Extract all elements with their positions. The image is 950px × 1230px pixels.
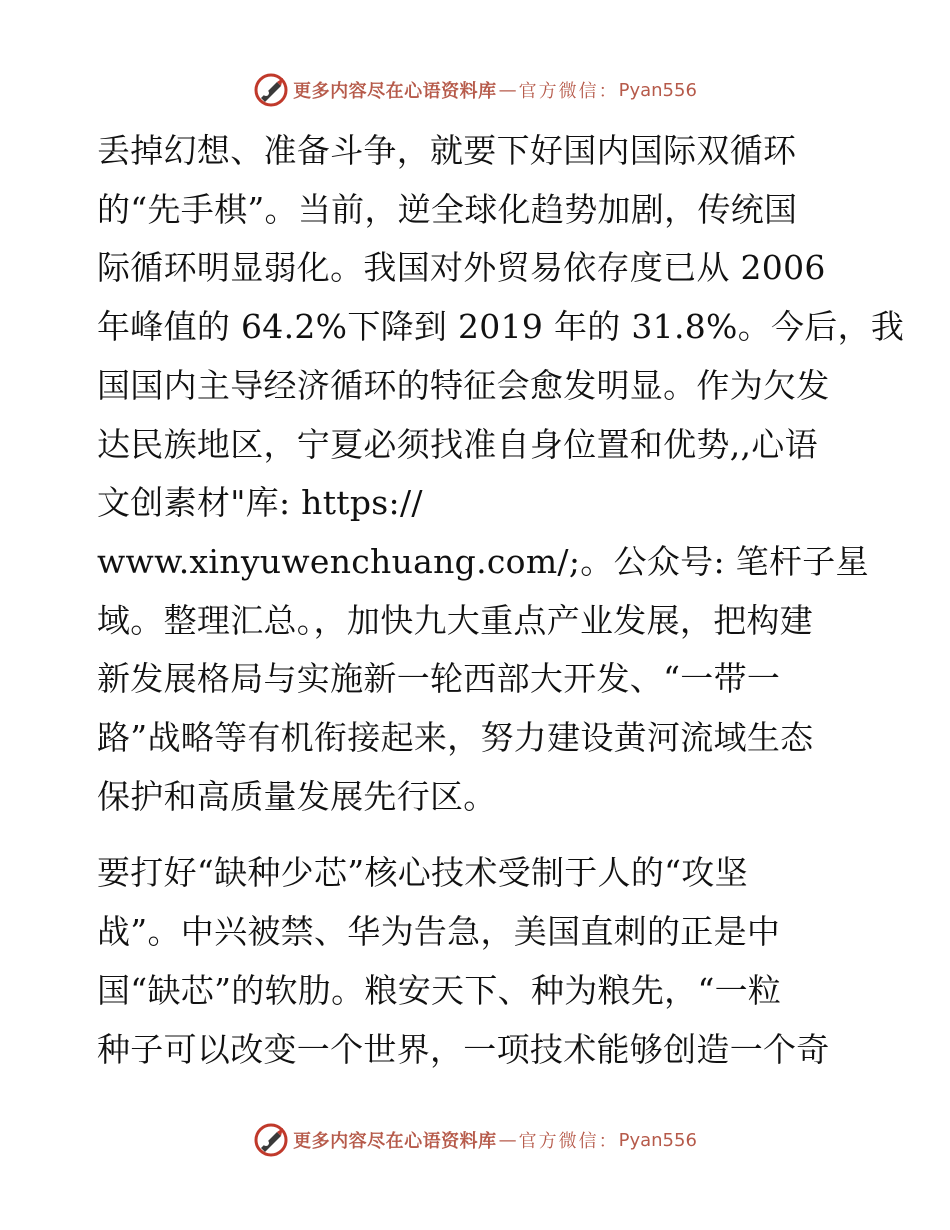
header-banner xyxy=(0,70,950,110)
document-body xyxy=(97,122,905,1097)
footer-separator: — xyxy=(498,1129,517,1151)
footer-wechat-label: 官方微信： xyxy=(518,1131,619,1152)
text-line: 战”。中兴被禁、华为告急，美国直刺的正是中 xyxy=(97,912,781,952)
text-line: 丢掉幻想、准备斗争，就要下好国内国际双循环 xyxy=(97,131,797,170)
quill-logo-icon xyxy=(253,72,289,108)
text-line: 国“缺芯”的软肋。粮安天下、种为粮先，“一粒 xyxy=(97,970,782,1010)
header-text: 更多内容尽在心语资料库 xyxy=(293,81,497,102)
text-line: 保护和高质量发展先行区。 xyxy=(97,776,497,816)
footer-text: 更多内容尽在心语资料库 xyxy=(293,1131,497,1152)
header-wechat-label: 官方微信： xyxy=(518,81,619,102)
text-line: 路”战略等有机衔接起来，努力建设黄河流域生态 xyxy=(97,718,814,758)
header-separator: — xyxy=(498,79,517,101)
quill-logo-icon xyxy=(253,1122,289,1158)
header-wechat-id: Pyan556 xyxy=(618,79,697,101)
text-line: www.xinyuwenchuang.com/;。公众号: 笔杆子星 xyxy=(97,541,869,581)
footer-banner xyxy=(0,1120,950,1160)
text-line: 年峰值的 64.2%下降到 2019 年的 31.8%。今后，我 xyxy=(97,307,905,347)
text-line: 的“先手棋”。当前，逆全球化趋势加剧，传统国 xyxy=(97,189,798,229)
text-line: 际循环明显弱化。我国对外贸易依存度已从 2006 xyxy=(97,248,826,288)
text-line: 国国内主导经济循环的特征会愈发明显。作为欠发 xyxy=(97,365,830,405)
text-line: 文创素材"库: https:// xyxy=(97,483,423,523)
text-line: 域。整理汇总。，加快九大重点产业发展，把构建 xyxy=(97,600,814,640)
paragraph-2 xyxy=(97,844,857,1079)
text-line: 要打好“缺种少芯”核心技术受制于人的“攻坚 xyxy=(97,853,748,893)
paragraph-1 xyxy=(97,122,905,826)
footer-wechat-id: Pyan556 xyxy=(618,1129,697,1151)
text-line: 达民族地区，宁夏必须找准自身位置和优势,,心语 xyxy=(97,424,818,464)
text-line: 种子可以改变一个世界，一项技术能够创造一个奇 xyxy=(97,1029,830,1069)
text-line: 新发展格局与实施新一轮西部大开发、“一带一 xyxy=(97,659,781,699)
